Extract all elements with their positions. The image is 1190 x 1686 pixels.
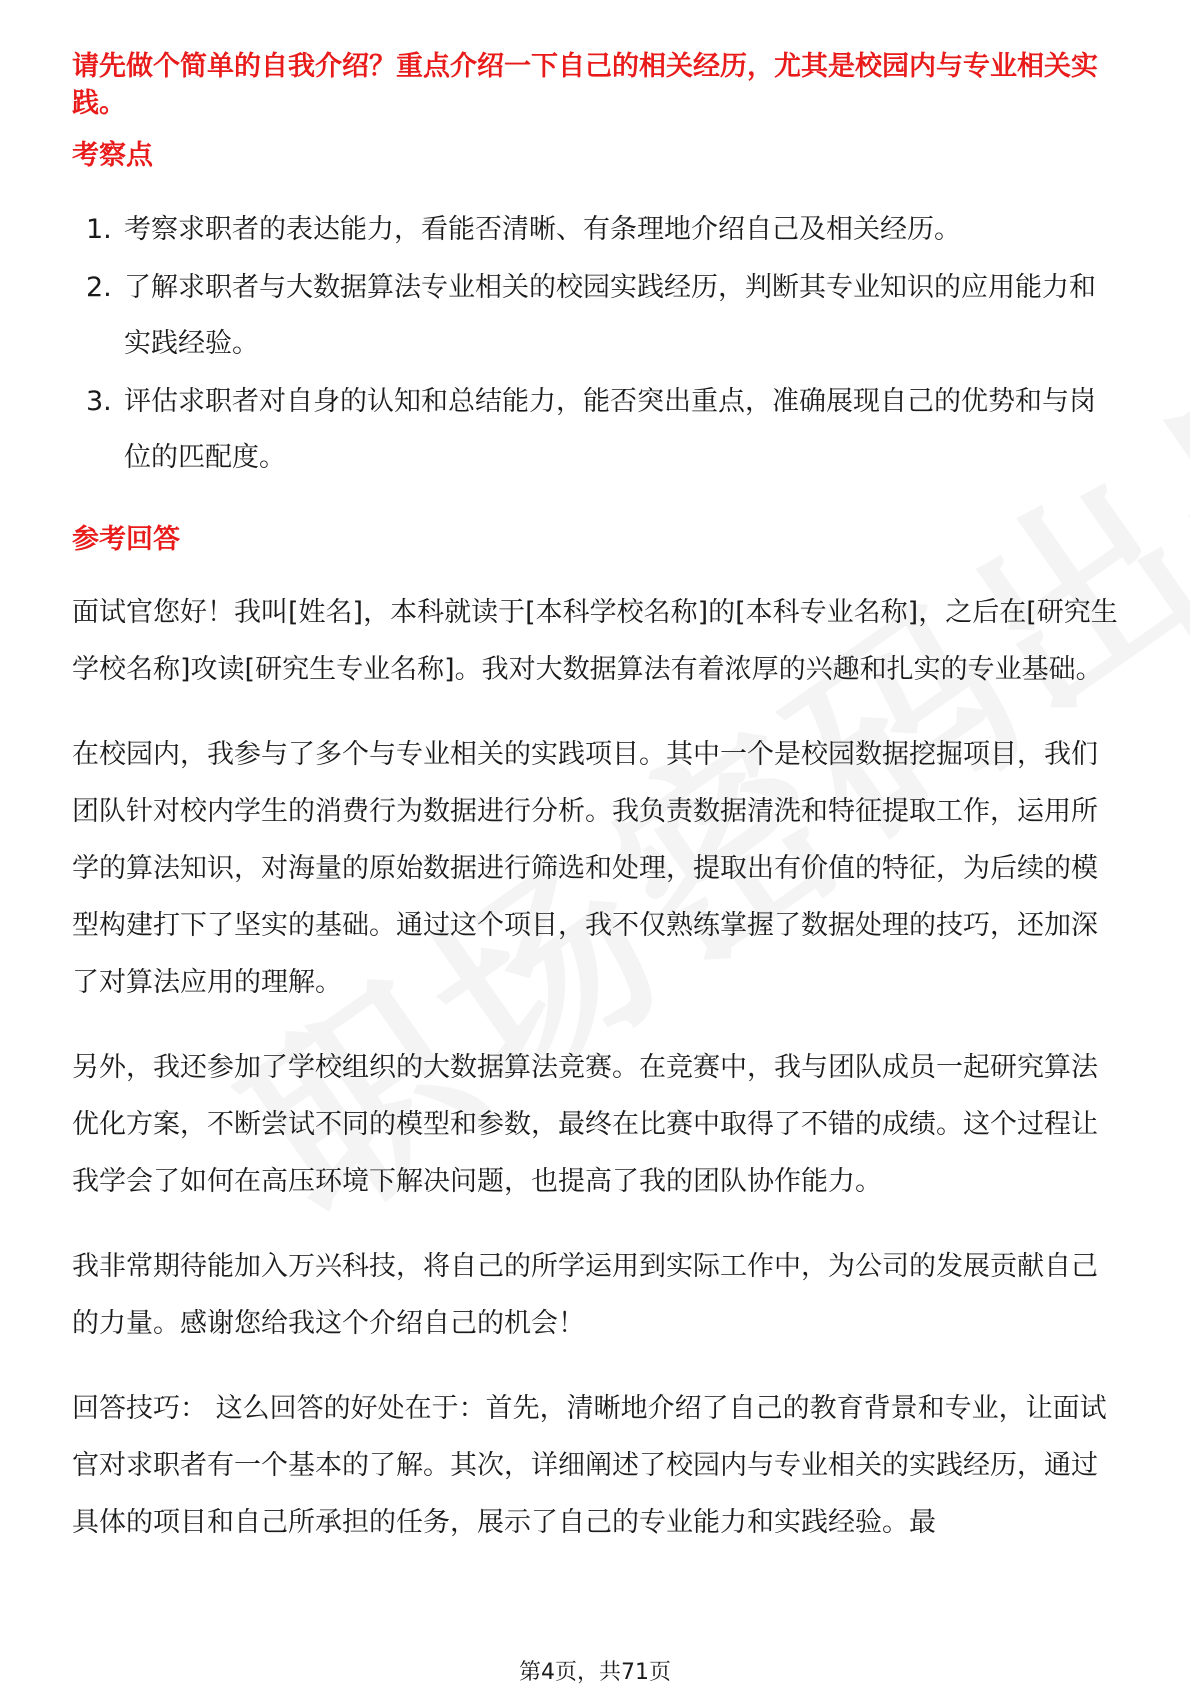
points-heading: 考察点 (72, 140, 153, 171)
list-text: 评估求职者对自身的认知和总结能力，能否突出重点，准确展现自己的优势和与岗位的匹配度。 (124, 386, 1096, 473)
tips-paragraph: 回答技巧： 这么回答的好处在于：首先，清晰地介绍了自己的教育背景和专业，让面试官对求职者有一个基本的了解。其次，详细阐述了校园内与专业相关的实践经历，通过具体的项目和自己所承担的任务，展示了自己的专业能力和实践经验。最 (72, 1393, 1107, 1538)
list-number: 3. (86, 386, 112, 417)
list-text: 了解求职者与大数据算法专业相关的校园实践经历，判断其专业知识的应用能力和实践经验。 (124, 272, 1096, 359)
page-number: 第4页，共71页 (519, 1660, 671, 1685)
list-text: 考察求职者的表达能力，看能否清晰、有条理地介绍自己及相关经历。 (124, 214, 961, 245)
list-number: 2. (86, 272, 112, 303)
answer-paragraph: 另外，我还参加了学校组织的大数据算法竞赛。在竞赛中，我与团队成员一起研究算法优化方案，不断尝试不同的模型和参数，最终在比赛中取得了不错的成绩。这个过程让我学会了如何在高压环境下解决问题，也提高了我的团队协作能力。 (72, 1052, 1098, 1197)
list-item (72, 260, 1118, 372)
answer-paragraph: 在校园内，我参与了多个与专业相关的实践项目。其中一个是校园数据挖掘项目，我们团队针对校内学生的消费行为数据进行分析。我负责数据清洗和特征提取工作，运用所学的算法知识，对海量的原始数据进行筛选和处理，提取出有价值的特征，为后续的模型构建打下了坚实的基础。通过这个项目，我不仅熟练掌握了数据处理的技巧，还加深了对算法应用的理解。 (72, 739, 1098, 998)
document-body (72, 48, 1118, 1551)
answer-paragraph: 我非常期待能加入万兴科技，将自己的所学运用到实际工作中，为公司的发展贡献自己的力量。感谢您给我这个介绍自己的机会！ (72, 1251, 1098, 1339)
points-list (72, 202, 1118, 486)
answer-paragraph: 面试官您好！我叫[姓名]，本科就读于[本科学校名称]的[本科专业名称]，之后在[研究生学校名称]攻读[研究生专业名称]。我对大数据算法有着浓厚的兴趣和扎实的专业基础。 (72, 597, 1118, 685)
list-item (72, 374, 1118, 486)
list-number: 1. (86, 214, 112, 245)
list-item (72, 202, 1118, 258)
question-title: 请先做个简单的自我介绍？重点介绍一下自己的相关经历，尤其是校园内与专业相关实践。 (72, 51, 1098, 119)
answer-heading: 参考回答 (72, 524, 180, 555)
